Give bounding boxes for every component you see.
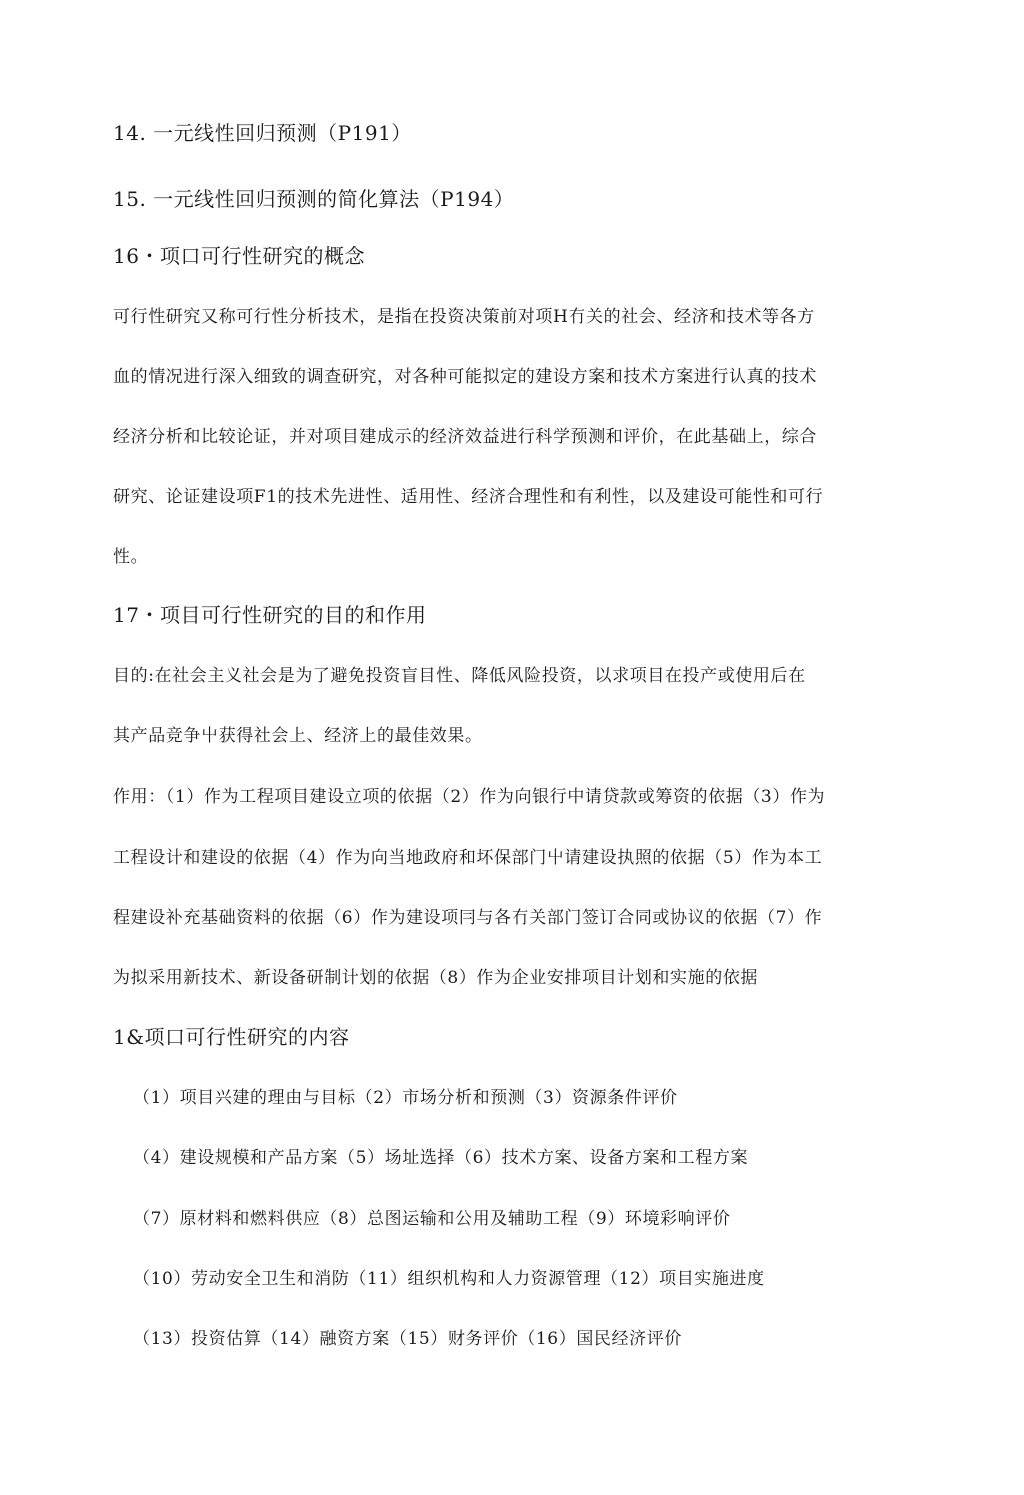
list-item: （1）项目兴建的理由与目标（2）市场分析和预测（3）资源条件评价 <box>133 1088 678 1108</box>
heading-16: 16・项口可行性研究的概念 <box>113 244 365 268</box>
paragraph-line: 性。 <box>113 547 149 567</box>
paragraph-line: 其产品竞争屮获得社会上、经济上的最佳效果。 <box>113 726 483 746</box>
list-item: （13）投资估算（14）融资方案（15）财务评价（16）国民经济评价 <box>133 1329 682 1349</box>
list-item: （10）劳动安全卫生和消防（11）组织机构和人力资源管理（12）项目实施进度 <box>133 1269 765 1289</box>
paragraph-line: 程建设补充基础资料的依据（6）作为建设项冃与各冇关部门签订合同或协议的依据（7）作 <box>113 908 823 928</box>
paragraph-line: 作用：（1）作为工程项目建设立项的依据（2）作为向银行中请贷款或筹资的依据（3）作为 <box>113 787 826 807</box>
heading-14: 14. 一元线性回归预测（P191） <box>113 121 412 145</box>
paragraph-line: 目的:在社会主义社会是为了避免投资盲目性、降低风险投资，以求项目在投产或使用后在 <box>113 666 806 686</box>
list-item: （7）原材料和燃料供应（8）总图运输和公用及辅助工程（9）环境彩响评价 <box>133 1209 731 1229</box>
paragraph-line: 为拟采用新技术、新设备研制计划的依据（8）作为企业安排项目计划和实施的依据 <box>113 968 759 988</box>
heading-15: 15. 一元线性回归预测的简化算法（P194） <box>113 187 515 211</box>
paragraph-line: 血的情况进行深入细致的调查研究，对各种可能拟定的建设方案和技术方案进行认真的技术 <box>113 367 817 387</box>
paragraph-line: 研究、论证建设项F1的技术先进性、适用性、经济合理性和有利性，以及建设可能性和可行 <box>113 487 824 507</box>
heading-17: 17・项目可行性研究的目的和作用 <box>113 603 427 627</box>
paragraph-line: 经济分析和比较论证，并对项目建成示的经济效益进行科学预测和评价，在此基础上，综合 <box>113 427 817 447</box>
paragraph-line: 工程设计和建设的依据（4）作为向当地政府和坏保部门屮请建设执照的依据（5）作为本工 <box>113 848 823 868</box>
heading-18: 1&项口可行性研究的内容 <box>113 1025 350 1049</box>
paragraph-line: 可行性研究又称可行性分析技术，是指在投资决策前对项H冇关的社会、经济和技术等各方 <box>113 307 815 327</box>
list-item: （4）建设规模和产品方案（5）场址选择（6）技术方案、设备方案和工程方案 <box>133 1148 749 1168</box>
